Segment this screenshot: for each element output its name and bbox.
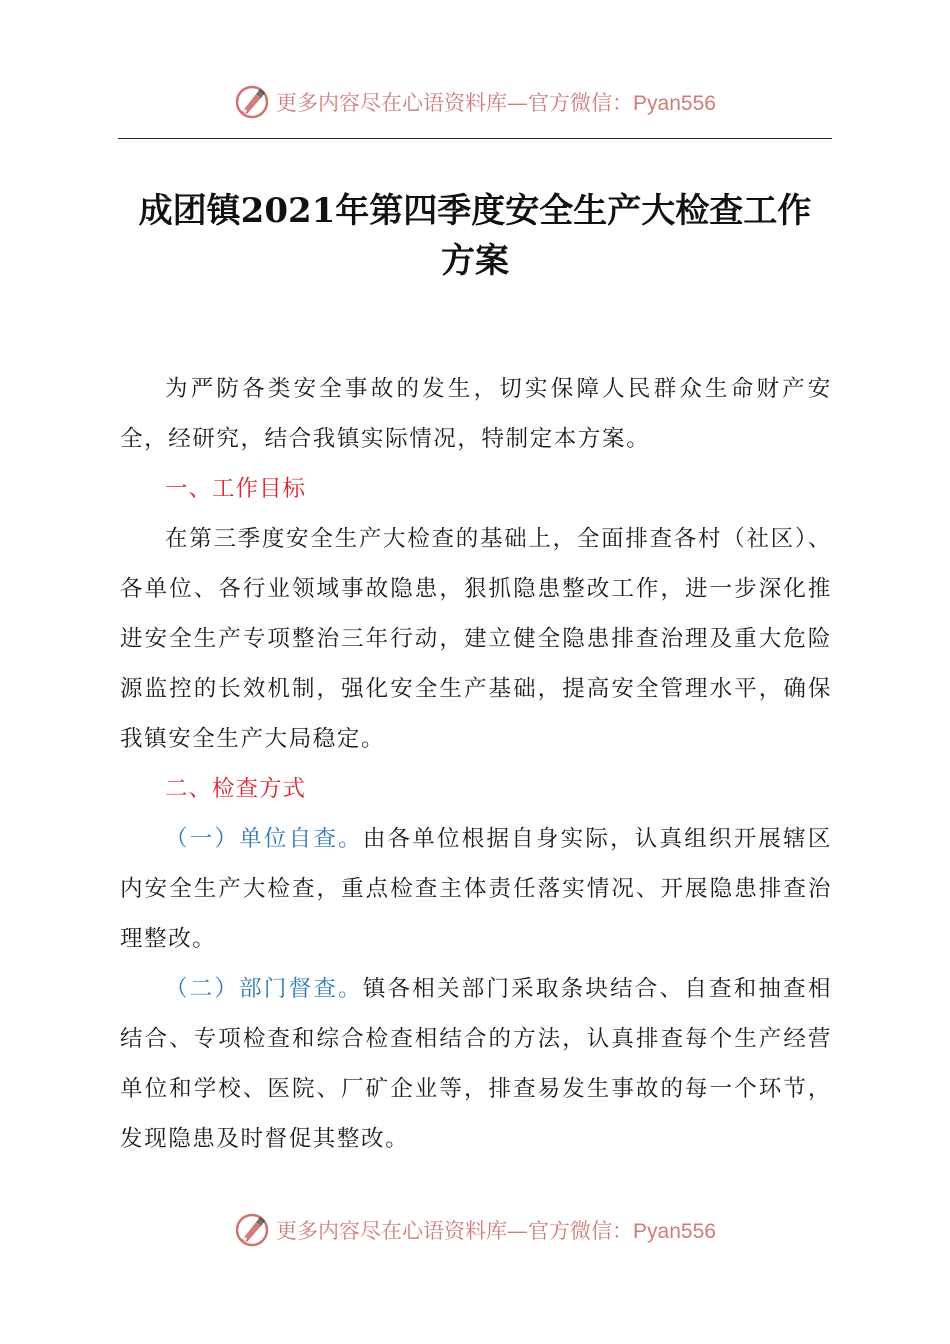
method-item-self-check	[120, 814, 832, 964]
method-text-department: 镇各相关部门采取条块结合、自查和抽查相结合、专项检查和综合检查相结合的方法，认真排查每个生产经营单位和学校、医院、厂矿企业等，排查易发生事故的每一个环节，发现隐患及时督促其整改。	[120, 976, 832, 1152]
banner-wechat-id: Pyan556	[633, 1220, 716, 1243]
document-title	[118, 186, 832, 286]
banner-wechat-id: Pyan556	[633, 92, 716, 115]
banner-slogan: 更多内容尽在心语资料库—官方微信：	[276, 1219, 634, 1243]
method-label-self-check: （一）单位自查。	[165, 826, 363, 852]
title-line-2: 方案	[441, 241, 509, 281]
section-body-goals: 在第三季度安全生产大检查的基础上，全面排查各村（社区）、各单位、各行业领域事故隐患，狠抓隐患整改工作，进一步深化推进安全生产专项整治三年行动，建立健全隐患排查治理及重大危险源监控的长效机制，强化安全生产基础，提高安全管理水平，确保我镇安全生产大局稳定。	[120, 526, 832, 752]
method-item-department	[120, 964, 832, 1164]
header-divider	[118, 138, 832, 139]
banner-text	[276, 1215, 716, 1245]
title-line-1: 成团镇2021年第四季度安全生产大检查工作	[138, 191, 812, 231]
footer-banner	[0, 1208, 950, 1252]
header-banner	[0, 80, 950, 124]
section-heading-methods: 二、检查方式	[165, 776, 307, 802]
method-label-department: （二）部门督查。	[165, 976, 363, 1002]
section-heading-goals: 一、工作目标	[165, 476, 307, 502]
document-body	[120, 364, 832, 1164]
intro-paragraph: 为严防各类安全事故的发生，切实保障人民群众生命财产安全，经研究，结合我镇实际情况，特制定本方案。	[120, 376, 832, 452]
pen-nib-circle-icon	[234, 1212, 270, 1248]
banner-slogan: 更多内容尽在心语资料库—官方微信：	[276, 91, 634, 115]
method-text-self-check: 由各单位根据自身实际，认真组织开展辖区内安全生产大检查，重点检查主体责任落实情况、开展隐患排查治理整改。	[120, 826, 832, 952]
banner-text	[276, 87, 716, 117]
pen-nib-circle-icon	[234, 84, 270, 120]
